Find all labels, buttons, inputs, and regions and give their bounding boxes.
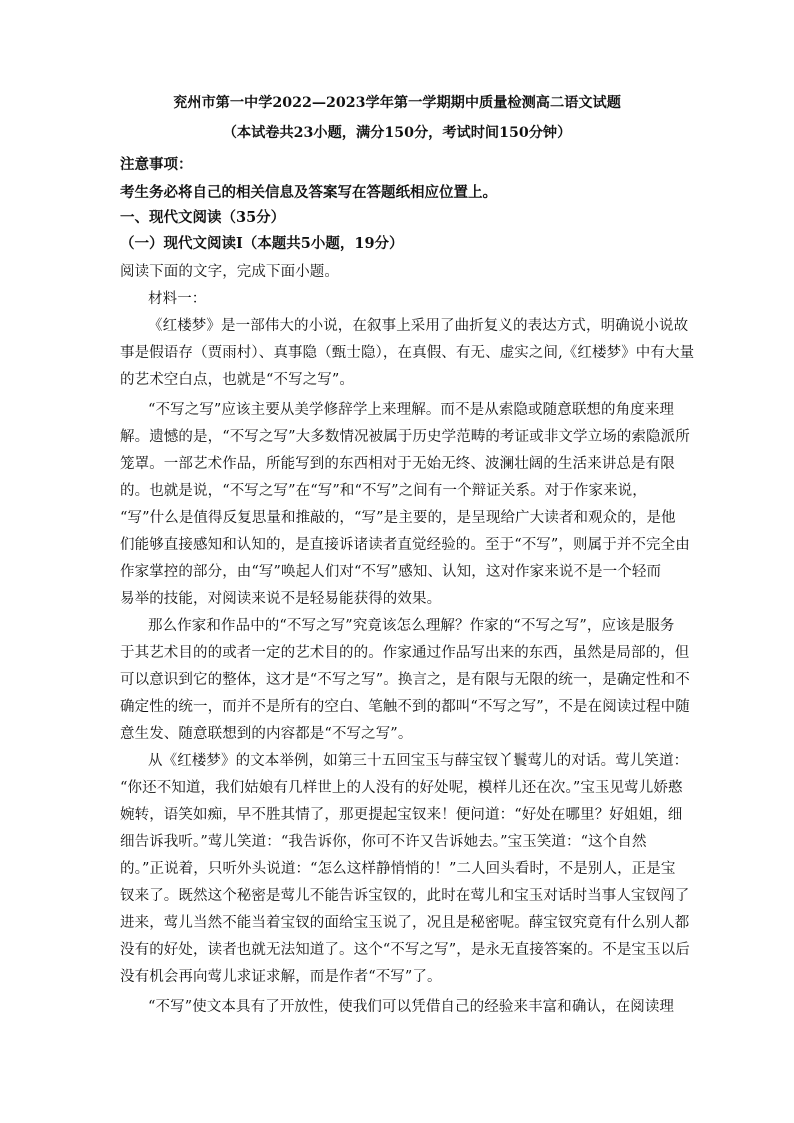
body-line: 笼罩。一部艺术作品，所能写到的东西相对于无始无终、波澜壮阔的生活来讲总是有限 xyxy=(120,456,675,472)
exam-subtitle: （本试卷共23小题，满分150分，考试时间150分钟） xyxy=(222,125,572,141)
reading-instruction: 阅读下面的文字，完成下面小题。 xyxy=(120,264,339,280)
body-line: 作家掌控的部分，由“写”唤起人们对“不写”感知、认知，这对作家来说不是一个轻而 xyxy=(120,564,662,580)
body-line: 的。也就是说，“不写之写”在“写”和“不写”之间有一个辩证关系。对于作家来说， xyxy=(120,483,647,499)
body-line: 那么作家和作品中的“不写之写”究竟该怎么理解？作家的“不写之写”，应该是服务 xyxy=(148,618,675,634)
body-line: 确定性的统一，而并不是所有的空白、笔触不到的都叫“不写之写”，不是在阅读过程中随 xyxy=(120,699,690,715)
notice-text: 考生务必将自己的相关信息及答案写在答题纸相应位置上。 xyxy=(120,184,497,201)
body-line: 婉转，语笑如痴，早不胜其情了，那更提起宝钗来！便问道：“好处在哪里？好姐姐，细 xyxy=(120,807,683,823)
body-line: 钗来了。既然这个秘密是莺儿不能告诉宝钗的，此时在莺儿和宝玉对话时当事人宝钗闯了 xyxy=(120,888,690,904)
body-line: 易举的技能，对阅读来说不是轻易能获得的效果。 xyxy=(120,591,442,607)
section-subheading: （一）现代文阅读Ⅰ（本题共5小题，19分） xyxy=(120,235,404,252)
body-line: 进来，莺儿当然不能当着宝钗的面给宝玉说了，况且是秘密呢。薛宝钗究竟有什么别人都 xyxy=(120,915,690,931)
body-line: 于其艺术目的的或者一定的艺术目的的。作家通过作品写出来的东西，虽然是局部的，但 xyxy=(120,645,690,661)
section-heading: 一、现代文阅读（35分） xyxy=(120,209,286,226)
body-line: “不写”使文本具有了开放性，使我们可以凭借自己的经验来丰富和确认，在阅读理 xyxy=(148,999,675,1015)
body-line: 《红楼梦》是一部伟大的小说，在叙事上采用了曲折复义的表达方式，明确说小说故 xyxy=(148,318,689,334)
body-line: “你还不知道，我们姑娘有几样世上的人没有的好处呢，模样儿还在次。”宝玉见莺儿娇憨 xyxy=(120,780,683,796)
body-line: 的。”正说着，只听外头说道：“怎么这样静悄悄的！”二人回头看时，不是别人，正是宝 xyxy=(120,861,676,877)
body-line: 可以意识到它的整体，这才是“不写之写”。换言之，是有限与无限的统一，是确定性和不 xyxy=(120,672,690,688)
body-line: 的艺术空白点，也就是“不写之写”。 xyxy=(120,372,355,388)
body-line: 细告诉我听。”莺儿笑道：“我告诉你，你可不许又告诉她去。”宝玉笑道：“这个自然 xyxy=(120,834,647,850)
exam-title: 兖州市第一中学2022—2023学年第一学期期中质量检测高二语文试题 xyxy=(173,95,621,111)
notice-heading: 注意事项： xyxy=(120,156,193,173)
body-line: “不写之写”应该主要从美学修辞学上来理解。而不是从索隐或随意联想的角度来理 xyxy=(148,402,675,418)
body-line: 从《红楼梦》的文本举例，如第三十五回宝玉与薛宝钗丫鬟莺儿的对话。莺儿笑道： xyxy=(148,753,689,769)
body-line: 没有的好处，读者也就无法知道了。这个“不写之写”，是永无直接答案的。不是宝玉以后 xyxy=(120,942,690,958)
body-line: 解。遗憾的是，“不写之写”大多数情况被属于历史学范畴的考证或非文学立场的索隐派所 xyxy=(120,429,690,445)
material-label: 材料一： xyxy=(148,291,207,307)
body-line: 们能够直接感知和认知的，是直接诉诸读者直觉经验的。至于“不写”，则属于并不完全由 xyxy=(120,537,690,553)
body-line: 没有机会再向莺儿求证求解，而是作者“不写”了。 xyxy=(120,969,442,985)
body-line: 意生发、随意联想到的内容都是“不写之写”。 xyxy=(120,726,413,742)
body-line: “写”什么是值得反复思量和推敲的，“写”是主要的，是呈现给广大读者和观众的，是他 xyxy=(120,510,676,526)
body-line: 事是假语存（贾雨村）、真事隐（甄士隐），在真假、有无、虚实之间,《红楼梦》中有大量 xyxy=(120,345,695,361)
